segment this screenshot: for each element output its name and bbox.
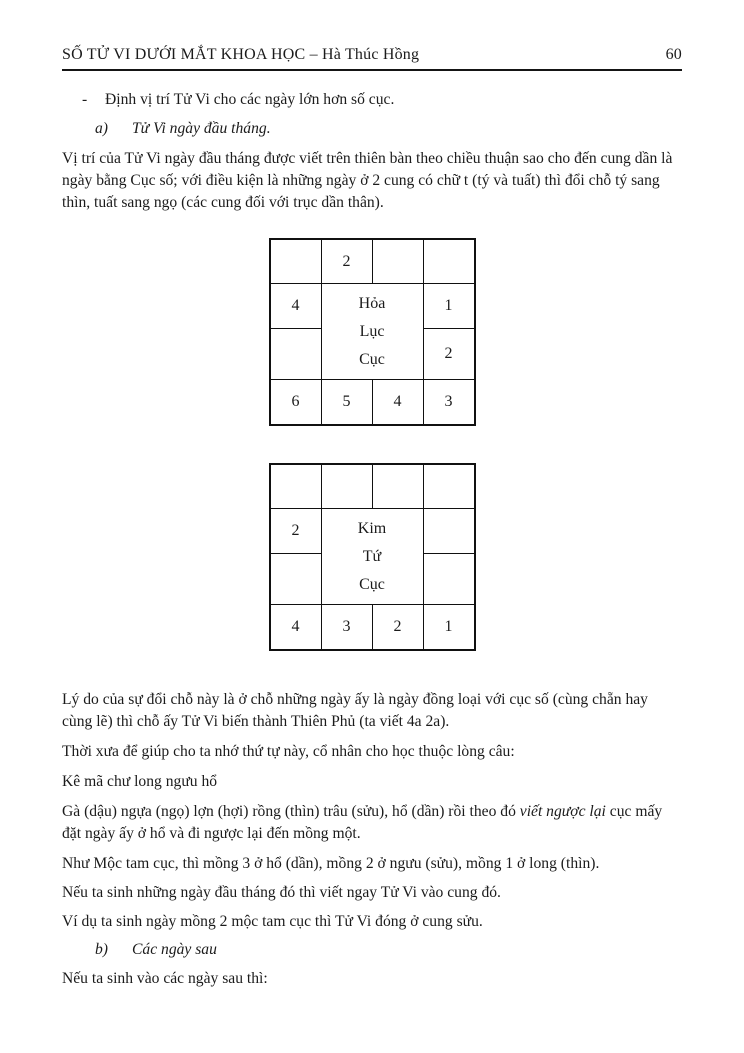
- paragraph-neuta2: Nếu ta sinh vào các ngày sau thì:: [62, 970, 268, 987]
- table-center-label: [321, 509, 423, 605]
- table-row: [270, 464, 475, 509]
- dash-item-text: Định vị trí Tử Vi cho các ngày lớn hơn số cục.: [105, 91, 395, 108]
- center-label-line: Hỏa: [358, 294, 386, 312]
- table-cell: [270, 329, 322, 380]
- center-label-line: Kim: [357, 519, 387, 537]
- subsection-a-label: a): [95, 120, 108, 137]
- subsection-b-label: b): [95, 941, 108, 958]
- running-title: SỐ TỬ VI DƯỚI MẮT KHOA HỌC – Hà Thúc Hồng: [62, 46, 420, 63]
- subsection-a-heading: [62, 118, 682, 140]
- paragraph-intro: Vị trí của Tử Vi ngày đầu tháng được viết trên thiên bàn theo chiều thuận sao cho đến cung dần là ngày bằng Cục số; với điều kiện là những ngày ở 2 cung có chữ t (tý và tuất) thì đổi chỗ tý sang thìn, tuất sang ngọ (các cung đối với trục dần thân).: [62, 150, 673, 211]
- table-center-label: [321, 284, 423, 380]
- header-rule: [62, 69, 682, 71]
- paragraph-lydo: Lý do của sự đổi chỗ này là ở chỗ những ngày ấy là ngày đồng loại với cục số (cùng chẵn hay cùng lẽ) thì chỗ ấy Tử Vi biến thành Thiên Phủ (ta viết 4a 2a).: [62, 691, 648, 730]
- table-cell: [270, 554, 322, 605]
- table-cell: [423, 239, 475, 284]
- paragraph-ga-before: Gà (dậu) ngựa (ngọ) lợn (hợi) rồng (thìn) trâu (sửu), hổ (dần) rồi theo đó: [62, 803, 520, 820]
- paragraph-ga-after: cục mấy đặt ngày ấy ở hổ và đi ngược lại đến mồng một.: [62, 803, 663, 842]
- table-cell: [423, 464, 475, 509]
- table-cell: 2: [423, 329, 475, 380]
- table-row: [270, 605, 475, 651]
- center-label-line: Cục: [359, 575, 385, 593]
- page-body: [62, 89, 682, 990]
- table-cell: 2: [270, 509, 322, 554]
- table-cell: [372, 239, 423, 284]
- table-cell: 2: [321, 239, 372, 284]
- subsection-b-title: Các ngày sau: [132, 941, 217, 958]
- dash-bullet: -: [82, 91, 88, 108]
- center-label-line: Cục: [359, 350, 385, 368]
- table-cell: 5: [321, 380, 372, 426]
- paragraph-ga: [62, 801, 682, 845]
- subsection-b-heading: [62, 939, 682, 961]
- paragraph-ga-italic: viết ngược lại: [519, 803, 606, 820]
- hoa-luc-cuc-table: [269, 238, 476, 426]
- table-cell: 6: [270, 380, 322, 426]
- paragraph-thoixua: Thời xưa để giúp cho ta nhớ thứ tự này, cổ nhân cho học thuộc lòng câu:: [62, 743, 515, 760]
- table-cell: 4: [270, 605, 322, 651]
- table-row: [270, 509, 475, 554]
- table-cell: 3: [423, 380, 475, 426]
- table-row: [270, 284, 475, 329]
- table-cell: [270, 239, 322, 284]
- table-cell: 4: [270, 284, 322, 329]
- table-cell: 3: [321, 605, 372, 651]
- table-cell: 1: [423, 284, 475, 329]
- kim-tu-cuc-table: [269, 463, 476, 651]
- page-header: [62, 46, 682, 64]
- table-cell: [372, 464, 423, 509]
- table-cell: [423, 554, 475, 605]
- table-cell: [423, 509, 475, 554]
- table-row: [270, 239, 475, 284]
- list-item-dash: [62, 89, 682, 111]
- paragraph-neuta1: Nếu ta sinh những ngày đầu tháng đó thì viết ngay Tử Vi vào cung đó.: [62, 884, 501, 901]
- table-cell: [270, 464, 322, 509]
- page-number: 60: [665, 46, 682, 63]
- table-cell: 4: [372, 380, 423, 426]
- center-label-line: Lục: [359, 322, 385, 340]
- table-cell: [321, 464, 372, 509]
- paragraph-mnemonic: Kê mã chư long ngưu hổ: [62, 773, 218, 790]
- table-row: [270, 380, 475, 426]
- table-cell: 1: [423, 605, 475, 651]
- paragraph-nhumoc: Như Mộc tam cục, thì mồng 3 ở hổ (dần), mồng 2 ở ngưu (sửu), mồng 1 ở long (thìn).: [62, 855, 600, 872]
- table-cell: 2: [372, 605, 423, 651]
- paragraph-vidu: Ví dụ ta sinh ngày mồng 2 mộc tam cục thì Tử Vi đóng ở cung sửu.: [62, 913, 483, 930]
- subsection-a-title: Tử Vi ngày đầu tháng.: [132, 120, 271, 137]
- center-label-line: Tứ: [362, 547, 382, 565]
